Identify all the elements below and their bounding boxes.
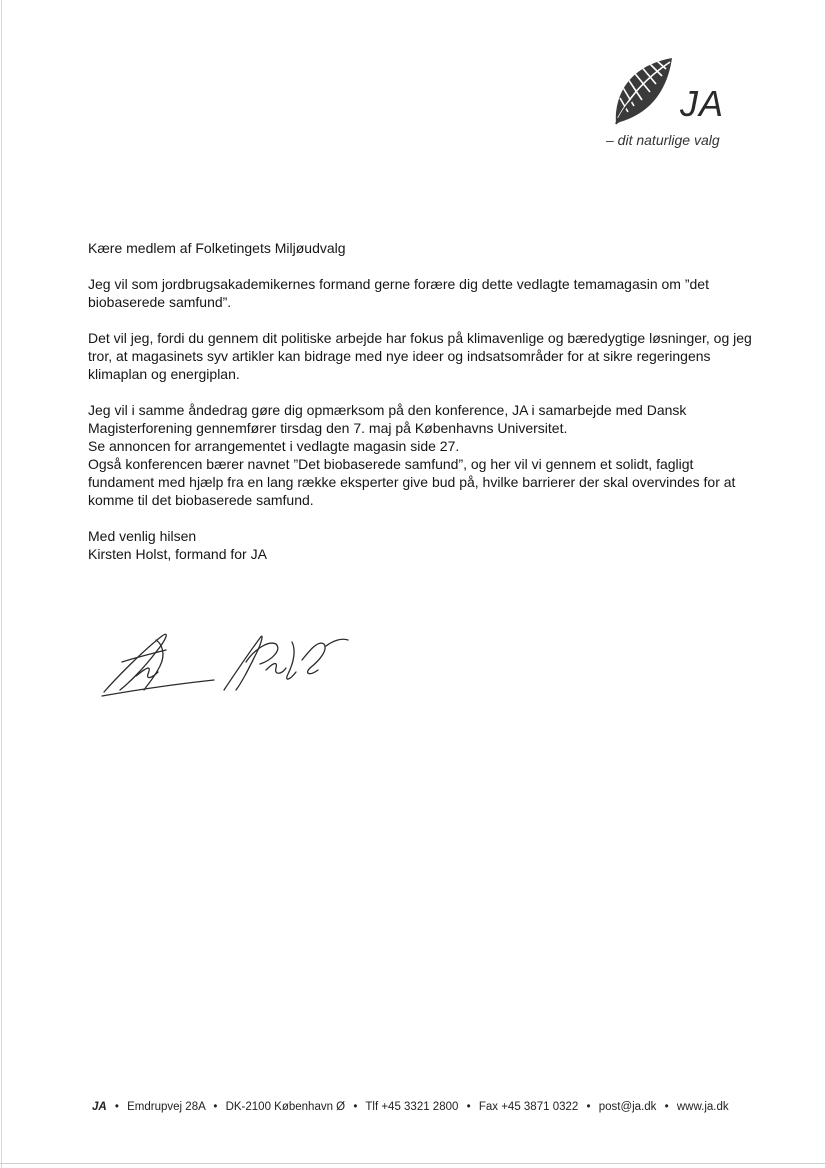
- closing: Med venlig hilsen: [88, 528, 197, 544]
- footer-separator: •: [466, 1101, 471, 1113]
- signer-name: Kirsten Holst, formand for JA: [88, 546, 267, 562]
- text-line: Jeg vil som jordbrugsakademikernes formand gerne forære dig dette vedlagte temamagasin om ”det: [88, 276, 709, 292]
- text-line: klimaplan og energiplan.: [88, 366, 240, 382]
- footer-separator: •: [213, 1101, 218, 1113]
- text-line: fundament med hjælp fra en lang række eksperter give bud på, hvilke barrierer der skal overvindes for at: [88, 474, 736, 490]
- logo-tagline: – dit naturlige valg: [606, 132, 720, 148]
- footer-website-link[interactable]: www.ja.dk: [676, 1101, 729, 1113]
- logo-wordmark: JA: [680, 83, 725, 124]
- footer-separator: •: [353, 1101, 358, 1113]
- text-line: biobaserede samfund”.: [88, 294, 232, 310]
- letter-body: [88, 239, 768, 563]
- ja-logo: [600, 56, 740, 156]
- text-line: Det vil jeg, fordi du gennem dit politiske arbejde har fokus på klimavenlige og bæredygtige løsninger, og jeg: [88, 330, 752, 346]
- text-line: Også konferencen bærer navnet ”Det biobaserede samfund”, og her vil vi gennem et solidt, fagligt: [88, 456, 694, 472]
- footer-phone: Tlf +45 3321 2800: [365, 1101, 459, 1113]
- paragraph-3: [88, 401, 768, 509]
- salutation: Kære medlem af Folketingets Miljøudvalg: [88, 240, 346, 256]
- scan-edge: [1, 0, 2, 1168]
- text-line: Se annoncen for arrangementet i vedlagte magasin side 27.: [88, 438, 460, 454]
- text-line: komme til det biobaserede samfund.: [88, 492, 314, 508]
- leaf-icon: [612, 56, 674, 126]
- paragraph-2: [88, 329, 768, 383]
- paragraph-1: [88, 275, 768, 311]
- footer-separator: •: [114, 1101, 119, 1113]
- scan-edge: [0, 1163, 825, 1164]
- footer-city: DK-2100 København Ø: [225, 1101, 346, 1113]
- text-line: Jeg vil i samme åndedrag gøre dig opmærksom på den konference, JA i samarbejde med Dansk: [88, 402, 687, 418]
- footer-brand: JA: [92, 1101, 107, 1113]
- footer-address: Emdrupvej 28A: [127, 1101, 206, 1113]
- footer-separator: •: [664, 1101, 669, 1113]
- footer-email-link[interactable]: post@ja.dk: [598, 1101, 657, 1113]
- footer-fax: Fax +45 3871 0322: [478, 1101, 579, 1113]
- text-line: tror, at magasinets syv artikler kan bidrage med nye ideer og indsatsområder for at sikre regeringens: [88, 348, 711, 364]
- text-line: Magisterforening gennemfører tirsdag den 7. maj på Københavns Universitet.: [88, 420, 568, 436]
- footer-separator: •: [586, 1101, 591, 1113]
- letterhead-footer: [92, 1101, 752, 1113]
- handwritten-signature: [96, 620, 356, 710]
